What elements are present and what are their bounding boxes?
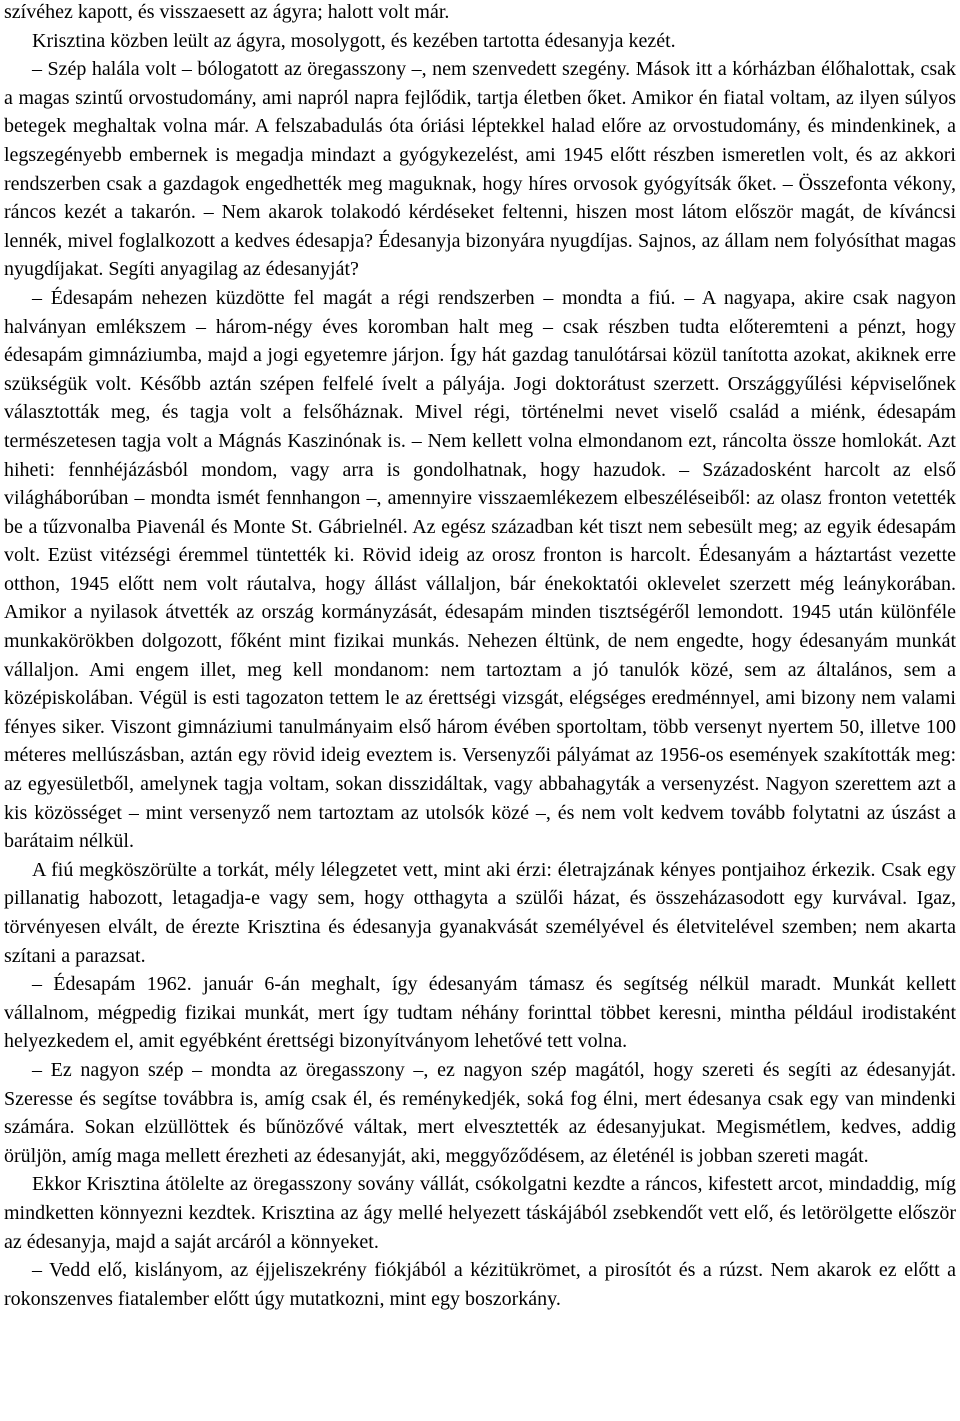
paragraph-5: A fiú megköszörülte a torkát, mély lélegzetet vett, mint aki érzi: életrajzának kényes pontjaihoz érkezik. Csak egy pillanatig habozott, letagadja-e vagy sem, hogy otthagyta a szülői házat, és összeházasodott egy kurvával. Igaz, törvényesen elvált, de érezte Krisztina és édesanyja gyanakvását személyével és életvitelével szemben; nem akarta szítani a parazsat. <box>4 858 956 967</box>
paragraph-7: – Ez nagyon szép – mondta az öregasszony –, ez nagyon szép magától, hogy szereti és segíti az édesanyját. Szeresse és segítse továbbra is, amíg csak él, és reménykedjék, soká fog élni, mert édesanya csak egy van mindenki számára. Sokan elzüllöttek és bűnözővé váltak, mert elvesztették az édesanyjukat. Megismétlem, kedves, addig örüljön, amíg maga mellett érezheti az édesanyját, aki, meggyőződésem, az életénél is jobban szereti magát. <box>4 1058 956 1167</box>
paragraph-9: – Vedd elő, kislányom, az éjjeliszekrény fiókjából a kézitükrömet, a pirosítót és a rúzst. Nem akarok ez előtt a rokonszenves fiatalember előtt úgy mutatkozni, mint egy boszorkány. <box>4 1259 956 1310</box>
paragraph-6: – Édesapám 1962. január 6-án meghalt, így édesanyám támasz és segítség nélkül maradt. Munkát kellett vállalnom, mégpedig fizikai munkát, mert így tudtam néhány forinttal többet keresni, mintha például irodistaként helyezkedem el, amit egyébként érettségi bizonyítványom lehetővé tett volna. <box>4 973 956 1053</box>
paragraph-1: szívéhez kapott, és visszaesett az ágyra; halott volt már. <box>4 1 450 23</box>
paragraph-3: – Szép halála volt – bólogatott az öregasszony –, nem szenvedett szegény. Mások itt a kórházban élőhalottak, csak a magas szintű orvostudomány, ami napról napra fejlődik, tartja életben őket. Amikor én fiatal voltam, az ilyen súlyos betegek meghaltak volna már. A felszabadulás óta óriási léptekkel halad előre az orvostudomány, és mindenkinek, a legszegényebb embernek is megadja mindazt a gyógykezelést, ami 1945 előtt részben ismeretlen volt, és az akkori rendszerben csak a gazdagok engedhették meg maguknak, hogy híres orvosok gyógyítsák őket. – Összefonta vékony, ráncos kezét a takarón. – Nem akarok tolakodó kérdéseket feltenni, hiszen most látom először magát, de kíváncsi lennék, mivel foglalkozott a kedves édesapja? Édesanyja bizonyára nyugdíjas. Sajnos, az állam nem folyósíthat magas nyugdíjakat. Segíti anyagilag az édesanyját? <box>4 58 956 281</box>
paragraph-8: Ekkor Krisztina átölelte az öregasszony sovány vállát, csókolgatni kezdte a ráncos, kifestett arcot, mindaddig, míg mindketten könnyezni kezdtek. Krisztina az ágy mellé helyezett táskájából zsebkendőt vett elő, és letörölgette először az édesanyja, majd a saját arcáról a könnyeket. <box>4 1173 956 1253</box>
paragraph-2: Krisztina közben leült az ágyra, mosolygott, és kezében tartotta édesanyja kezét. <box>32 29 676 52</box>
document-page <box>4 0 956 1313</box>
paragraph-4: – Édesapám nehezen küzdötte fel magát a régi rendszerben – mondta a fiú. – A nagyapa, akire csak nagyon halványan emlékszem – három-négy éves koromban halt meg – csak részben tudta előteremteni a pénzt, hogy édesapám gimnáziumba, majd a jogi egyetemre járjon. Így hát gazdag tanulótársai közül tanította azokat, akiknek erre szükségük volt. Később aztán szépen felfelé ívelt a pályája. Jogi doktorátust szerzett. Országgyűlési képviselőnek választották meg, és tagja volt a felsőháznak. Mivel régi, történelmi nevet viselő család a miénk, édesapám természetesen tagja volt a Mágnás Kaszinónak is. – Nem kellett volna elmondanom ezt, ráncolta össze homlokát. Azt hiheti: fennhéjázásból mondom, vagy arra is gondolhatnak, hogy hazudok. – Századosként harcolt az első világháborúban – mondta ismét fennhangon –, amennyire visszaemlékezem elbeszéléseiből: az olasz fronton vetették be a tűzvonalba Piavenál és Monte St. Gábrielnél. Az egész században két tiszt nem sebesült meg; az egyik édesapám volt. Ezüst vitézségi éremmel tüntették ki. Rövid ideig az orosz fronton is harcolt. Édesanyám a háztartást vezette otthon, 1945 előtt nem volt ráutalva, hogy állást vállaljon, bár énekoktatói oklevelet szerzett még leánykorában. Amikor a nyilasok átvették az ország kormányzását, édesapám minden tisztségéről lemondott. 1945 után különféle munkakörökben dolgozott, főként mint fizikai munkás. Nehezen éltünk, de nem engedte, hogy édesanyám munkát vállaljon. Ami engem illet, meg kell mondanom: nem tartoztam a jó tanulók közé, sem az általános, sem a középiskolában. Végül is esti tagozaton tettem le az érettségi vizsgát, elégséges eredménnyel, ami bizony nem valami fényes siker. Viszont gimnáziumi tanulmányaim első három évében sportoltam, több versenyt nyertem 50, illetve 100 méteres mellúszásban, aztán egy rövid ideig eveztem is. Versenyzői pályámat az 1956-os események szakították meg: az egyesületből, amelynek tagja voltam, sokan disszidáltak, vagy abbahagyták a versenyzést. Nagyon szerettem azt a kis közösséget – mint versenyző nem tartoztam az utolsók közé –, és nem volt kedvem tovább folytatni az úszást a barátaim nélkül. <box>4 286 956 853</box>
